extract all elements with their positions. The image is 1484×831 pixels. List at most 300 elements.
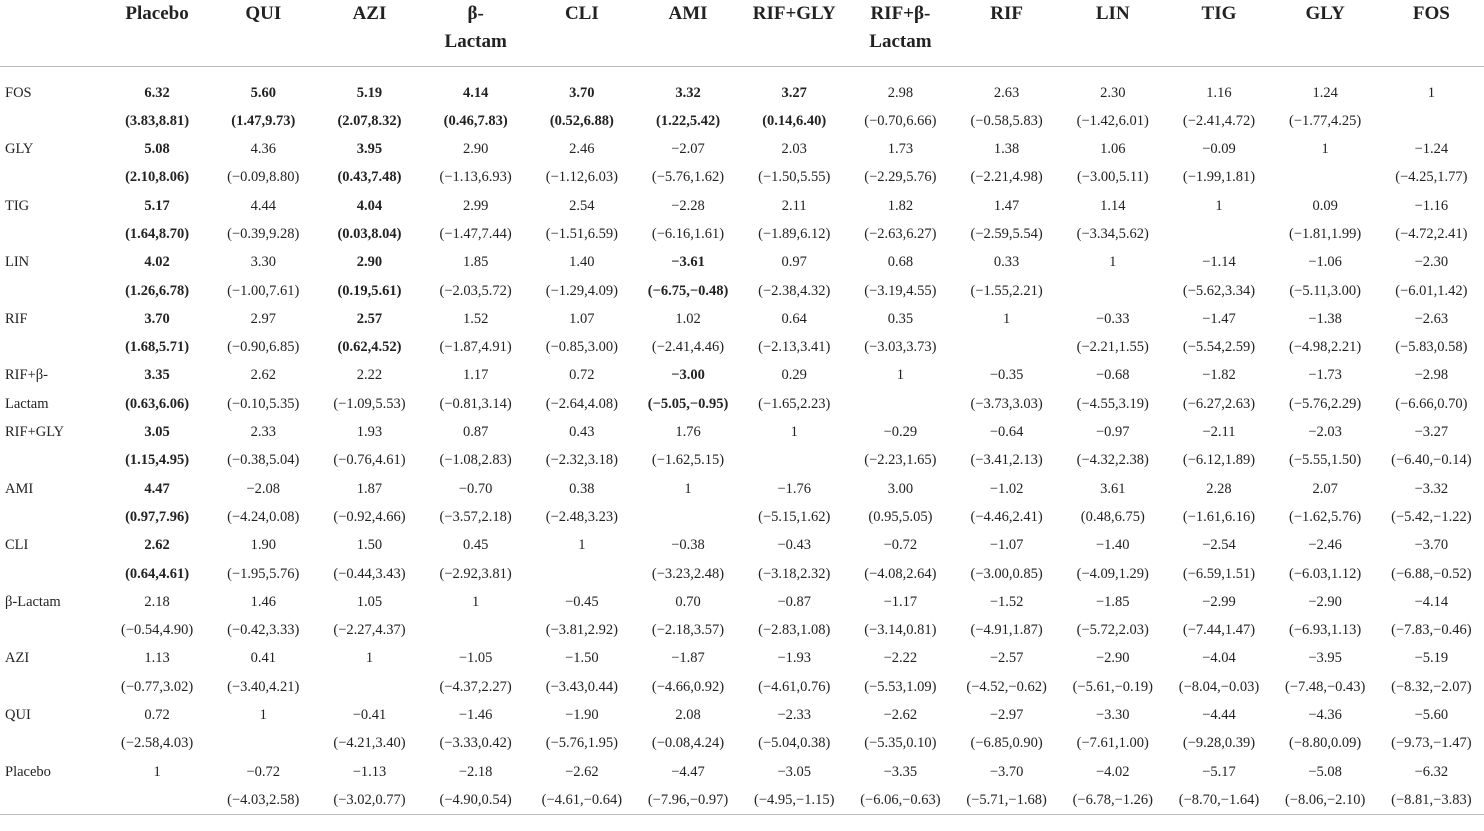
estimate-cell: −4.14 <box>1414 593 1449 610</box>
table-row-ci <box>0 616 1484 644</box>
estimate-cell: 0.97 <box>781 254 807 271</box>
ci-cell: (−7.96,−0.97) <box>635 786 741 815</box>
ci-cell: (−2.38,4.32) <box>758 282 831 299</box>
ci-cell: (0.97,7.96) <box>125 508 190 525</box>
table-row-ci <box>0 560 1484 588</box>
table-row-estimate <box>0 644 1484 672</box>
ci-cell: (−0.90,6.85) <box>227 339 300 356</box>
estimate-cell: −2.57 <box>989 650 1024 667</box>
table-row-estimate <box>0 361 1484 389</box>
table-body <box>0 66 1484 815</box>
column-header-line: AZI <box>352 3 387 24</box>
ci-cell: (−0.85,3.00) <box>545 339 618 356</box>
estimate-cell: −1.50 <box>565 650 599 667</box>
estimate-cell: 1.13 <box>144 650 170 667</box>
ci-cell: (−1.47,7.44) <box>439 225 512 242</box>
estimate-cell: −2.18 <box>458 763 493 780</box>
estimate-cell: 0.09 <box>1312 197 1338 214</box>
estimate-cell: 1 <box>790 424 798 441</box>
estimate-cell: −3.70 <box>1414 537 1449 554</box>
estimate-cell: 2.99 <box>462 197 489 214</box>
estimate-cell: 1.07 <box>569 310 595 327</box>
ci-cell: (0.95,5.05) <box>868 508 933 525</box>
ci-cell: (−4.61,−0.64) <box>529 786 635 815</box>
ci-cell: (−5.72,2.03) <box>1076 622 1149 639</box>
row-label: AZI <box>5 650 30 667</box>
ci-cell: (−3.34,5.62) <box>1076 225 1149 242</box>
table-row-estimate <box>0 758 1484 786</box>
estimate-cell: 2.90 <box>356 254 383 271</box>
estimate-cell: −2.03 <box>1308 424 1342 441</box>
estimate-cell: 1.02 <box>675 310 701 327</box>
estimate-cell: −2.97 <box>989 707 1024 724</box>
ci-cell: (−3.33,0.42) <box>439 735 512 752</box>
ci-cell: (−4.24,0.08) <box>227 508 300 525</box>
row-label-continued <box>0 333 104 361</box>
estimate-cell: −2.99 <box>1202 593 1236 610</box>
ci-cell: (1.26,6.78) <box>125 282 190 299</box>
ci-cell: (−5.42,−1.22) <box>1391 508 1472 525</box>
row-label-continued <box>0 107 104 135</box>
ci-cell: (−1.51,6.59) <box>545 225 618 242</box>
ci-cell: (−2.92,3.81) <box>439 565 512 582</box>
estimate-cell: −0.68 <box>1096 367 1130 384</box>
ci-cell: (−1.61,6.16) <box>1182 508 1256 525</box>
ci-cell: (−5.55,1.50) <box>1289 452 1362 469</box>
estimate-cell: 0.68 <box>887 254 914 271</box>
ci-cell: (−3.18,2.32) <box>758 565 831 582</box>
ci-cell: (−4.55,3.19) <box>1076 395 1149 412</box>
ci-cell: (−2.63,6.27) <box>864 225 937 242</box>
ci-cell <box>423 616 529 644</box>
ci-cell <box>1378 107 1484 135</box>
ci-cell: (−7.83,−0.46) <box>1391 622 1472 639</box>
table-row-estimate <box>0 701 1484 729</box>
ci-cell: (−4.08,2.64) <box>864 565 937 582</box>
estimate-cell: 1 <box>1427 84 1435 101</box>
estimate-cell: −0.64 <box>989 424 1024 441</box>
estimate-cell: −3.35 <box>883 763 918 780</box>
ci-cell: (−8.80,0.09) <box>1289 735 1362 752</box>
ci-cell: (−1.12,6.03) <box>545 169 618 186</box>
estimate-cell: −0.41 <box>352 707 387 724</box>
estimate-cell: −3.27 <box>1414 424 1449 441</box>
estimate-cell: 2.62 <box>144 537 170 554</box>
estimate-cell: 0.72 <box>144 707 170 724</box>
spacer-row <box>0 66 1484 79</box>
ci-cell: (−4.72,2.41) <box>1395 225 1468 242</box>
ci-cell: (−4.09,1.29) <box>1076 565 1149 582</box>
ci-cell: (−9.73,−1.47) <box>1391 735 1472 752</box>
ci-cell: (−1.99,1.81) <box>1182 169 1256 186</box>
estimate-cell: 0.29 <box>781 367 807 384</box>
estimate-cell: 1.14 <box>1100 197 1126 214</box>
ci-cell <box>847 390 953 418</box>
ci-cell: (−7.44,1.47) <box>1182 622 1256 639</box>
estimate-cell: 2.90 <box>462 141 489 158</box>
ci-cell: (−2.32,3.18) <box>545 452 618 469</box>
ci-cell: (−5.76,1.95) <box>545 735 618 752</box>
table-row-ci <box>0 107 1484 135</box>
estimate-cell: 0.35 <box>887 310 914 327</box>
table-row-ci <box>0 390 1484 418</box>
ci-cell: (0.14,6.40) <box>762 112 827 129</box>
column-header-line: FOS <box>1412 3 1450 24</box>
ci-cell: (−7.61,1.00) <box>1076 735 1149 752</box>
row-label-continued <box>0 277 104 305</box>
estimate-cell: 1 <box>578 537 586 554</box>
row-label: CLI <box>5 537 29 554</box>
ci-cell: (−6.75,−0.48) <box>647 282 729 299</box>
ci-cell: (−3.03,3.73) <box>864 339 937 356</box>
ci-cell: (−5.61,−0.19) <box>1072 678 1153 695</box>
estimate-cell: −0.43 <box>777 537 811 554</box>
ci-cell: (−1.00,7.61) <box>227 282 300 299</box>
ci-cell: (−0.81,3.14) <box>439 395 512 412</box>
estimate-cell: 4.44 <box>250 197 276 214</box>
ci-cell: (1.22,5.42) <box>656 112 721 129</box>
estimate-cell: 1 <box>1002 310 1011 327</box>
ci-cell: (−9.28,0.39) <box>1182 735 1256 752</box>
row-label-continued <box>0 673 104 701</box>
estimate-cell: −1.52 <box>989 593 1024 610</box>
column-header <box>1272 0 1378 66</box>
estimate-cell: 0.64 <box>781 310 807 327</box>
header-row <box>0 0 1484 66</box>
estimate-cell: 5.19 <box>356 84 383 101</box>
ci-cell: (−3.19,4.55) <box>864 282 937 299</box>
estimate-cell: −1.05 <box>458 650 493 667</box>
ci-cell: (0.03,8.04) <box>337 225 402 242</box>
estimate-cell: 3.35 <box>144 367 170 384</box>
ci-cell: (−4.61,0.76) <box>758 678 831 695</box>
row-label-continued <box>0 503 104 531</box>
estimate-cell: −4.47 <box>671 763 705 780</box>
estimate-cell: 0.38 <box>569 480 595 497</box>
estimate-cell: −5.19 <box>1414 650 1449 667</box>
table-row-ci <box>0 673 1484 701</box>
ci-cell: (−2.21,4.98) <box>970 169 1043 186</box>
ci-cell: (−1.65,2.23) <box>758 395 831 412</box>
estimate-cell: −4.36 <box>1308 707 1342 724</box>
estimate-cell: 6.32 <box>144 84 170 101</box>
row-label-continued: Lactam <box>5 395 49 412</box>
estimate-cell: 1 <box>472 593 480 610</box>
ci-cell: (−6.12,1.89) <box>1182 452 1256 469</box>
estimate-cell: 2.11 <box>781 197 807 214</box>
estimate-cell: −2.98 <box>1414 367 1449 384</box>
ci-cell: (−4.21,3.40) <box>333 735 406 752</box>
estimate-cell: −4.02 <box>1096 763 1130 780</box>
estimate-cell: 3.00 <box>887 480 914 497</box>
ci-cell: (−6.85,0.90) <box>970 735 1043 752</box>
ci-cell: (−2.83,1.08) <box>758 622 831 639</box>
estimate-cell: 4.14 <box>462 84 489 101</box>
row-label: RIF+β- <box>5 367 48 384</box>
estimate-cell: −0.72 <box>246 763 281 780</box>
ci-cell: (−5.35,0.10) <box>864 735 937 752</box>
column-header-line: RIF+β- <box>870 3 931 24</box>
column-header-line: CLI <box>564 3 599 24</box>
ci-cell: (−0.09,8.80) <box>227 169 300 186</box>
estimate-cell: 3.61 <box>1100 480 1126 497</box>
estimate-cell: −1.87 <box>671 650 705 667</box>
table-row-estimate <box>0 418 1484 446</box>
ci-cell: (−4.46,2.41) <box>970 508 1043 525</box>
ci-cell: (−4.03,2.58) <box>210 786 316 815</box>
ci-cell: (−2.58,4.03) <box>120 735 194 752</box>
ci-cell: (−0.38,5.04) <box>227 452 300 469</box>
row-label: LIN <box>5 254 30 271</box>
estimate-cell: 2.03 <box>781 141 807 158</box>
estimate-cell: −2.46 <box>1308 537 1342 554</box>
ci-cell: (−0.42,3.33) <box>227 622 300 639</box>
estimate-cell: 1.73 <box>887 141 914 158</box>
estimate-cell: 1.24 <box>1312 84 1338 101</box>
estimate-cell: 2.22 <box>356 367 383 384</box>
row-label: RIF <box>5 310 28 327</box>
estimate-cell: −3.05 <box>777 763 811 780</box>
row-label-continued <box>0 729 104 757</box>
estimate-cell: −5.60 <box>1414 707 1449 724</box>
estimate-cell: −2.62 <box>883 707 918 724</box>
ci-cell: (−1.81,1.99) <box>1289 225 1362 242</box>
estimate-cell: −1.90 <box>565 707 599 724</box>
ci-cell: (−6.16,1.61) <box>651 225 725 242</box>
ci-cell: (1.15,4.95) <box>125 452 190 469</box>
ci-cell <box>741 446 847 474</box>
estimate-cell: 2.63 <box>993 84 1020 101</box>
table-row-estimate <box>0 475 1484 503</box>
estimate-cell: 1 <box>153 763 161 780</box>
estimate-cell: −1.82 <box>1202 367 1236 384</box>
column-header <box>210 0 316 66</box>
estimate-cell: −0.09 <box>1202 141 1236 158</box>
estimate-cell: −2.22 <box>883 650 918 667</box>
estimate-cell: 1.40 <box>569 254 595 271</box>
column-header <box>1378 0 1484 66</box>
estimate-cell: −0.35 <box>989 367 1024 384</box>
estimate-cell: −1.38 <box>1308 310 1342 327</box>
estimate-cell: 1.76 <box>675 424 701 441</box>
column-header <box>954 0 1060 66</box>
ci-cell: (−5.04,0.38) <box>758 735 831 752</box>
column-header-line: GLY <box>1305 3 1345 24</box>
estimate-cell: 4.47 <box>144 480 170 497</box>
estimate-cell: −2.11 <box>1202 424 1236 441</box>
ci-cell: (−1.08,2.83) <box>439 452 512 469</box>
ci-cell: (−7.48,−0.43) <box>1284 678 1366 695</box>
estimate-cell: 2.46 <box>569 141 595 158</box>
ci-cell: (−3.41,2.13) <box>970 452 1043 469</box>
estimate-cell: −0.97 <box>1096 424 1130 441</box>
ci-cell: (−6.03,1.12) <box>1289 565 1362 582</box>
ci-cell: (−8.04,−0.03) <box>1178 678 1260 695</box>
ci-cell: (−0.54,4.90) <box>120 622 194 639</box>
estimate-cell: −1.02 <box>989 480 1024 497</box>
estimate-cell: −6.32 <box>1414 763 1449 780</box>
estimate-cell: 0.41 <box>250 650 276 667</box>
row-label: Placebo <box>5 763 51 780</box>
estimate-cell: 1.90 <box>250 537 276 554</box>
row-label: QUI <box>5 707 31 724</box>
ci-cell <box>1060 277 1166 305</box>
estimate-cell: −0.87 <box>777 593 811 610</box>
ci-cell: (−5.76,2.29) <box>1289 395 1362 412</box>
estimate-cell: 0.70 <box>675 593 701 610</box>
estimate-cell: −2.90 <box>1308 593 1342 610</box>
estimate-cell: 2.62 <box>250 367 276 384</box>
estimate-cell: 3.95 <box>356 141 383 158</box>
estimate-cell: 1.46 <box>250 593 276 610</box>
estimate-cell: 1.06 <box>1100 141 1126 158</box>
estimate-cell: 3.70 <box>144 310 170 327</box>
ci-cell: (−6.01,1.42) <box>1395 282 1468 299</box>
ci-cell: (−5.05,−0.95) <box>647 395 729 412</box>
column-header <box>104 0 210 66</box>
estimate-cell: −1.47 <box>1202 310 1236 327</box>
ci-cell <box>104 786 210 815</box>
estimate-cell: 2.07 <box>1312 480 1338 497</box>
estimate-cell: −5.17 <box>1202 763 1236 780</box>
column-header-line: LIN <box>1095 3 1130 24</box>
ci-cell: (−6.93,1.13) <box>1289 622 1362 639</box>
estimate-cell: −1.73 <box>1308 367 1342 384</box>
estimate-cell: 1 <box>365 650 374 667</box>
estimate-cell: 3.05 <box>144 424 170 441</box>
column-header-line: RIF <box>990 3 1023 24</box>
ci-cell: (2.10,8.06) <box>125 169 190 186</box>
estimate-cell: 0.33 <box>993 254 1020 271</box>
ci-cell: (−3.40,4.21) <box>227 678 300 695</box>
estimate-cell: 1 <box>896 367 905 384</box>
estimate-cell: −0.45 <box>565 593 599 610</box>
ci-cell <box>1166 220 1272 248</box>
estimate-cell: −1.17 <box>883 593 918 610</box>
ci-cell <box>1272 163 1378 191</box>
table-row-estimate <box>0 192 1484 220</box>
table-row-ci <box>0 333 1484 361</box>
table-row-ci <box>0 277 1484 305</box>
table-row-estimate <box>0 135 1484 163</box>
table-row-ci <box>0 786 1484 815</box>
ci-cell: (−8.06,−2.10) <box>1272 786 1378 815</box>
estimate-cell: 1 <box>684 480 692 497</box>
column-header <box>316 0 422 66</box>
ci-cell: (−1.62,5.15) <box>651 452 725 469</box>
estimate-cell: 2.28 <box>1206 480 1232 497</box>
estimate-cell: −3.61 <box>671 254 705 271</box>
ci-cell: (−1.42,6.01) <box>1076 112 1149 129</box>
estimate-cell: 1 <box>259 707 267 724</box>
ci-cell: (−5.11,3.00) <box>1289 282 1361 299</box>
estimate-cell: 1.87 <box>356 480 383 497</box>
ci-cell: (−2.41,4.72) <box>1182 112 1256 129</box>
table-row-estimate <box>0 531 1484 559</box>
estimate-cell: 1.85 <box>462 254 489 271</box>
estimate-cell: −2.07 <box>671 141 705 158</box>
ci-cell: (−6.66,0.70) <box>1395 395 1468 412</box>
estimate-cell: −0.70 <box>458 480 493 497</box>
row-label-continued <box>0 560 104 588</box>
row-label: AMI <box>5 480 34 497</box>
row-label-continued <box>0 616 104 644</box>
table-row-ci <box>0 446 1484 474</box>
ci-cell: (−2.48,3.23) <box>545 508 618 525</box>
ci-cell: (−6.59,1.51) <box>1182 565 1256 582</box>
ci-cell: (−5.15,1.62) <box>758 508 831 525</box>
estimate-cell: 3.27 <box>781 84 807 101</box>
column-header-line: AMI <box>668 3 708 24</box>
estimate-cell: 4.02 <box>144 254 170 271</box>
estimate-cell: 5.60 <box>250 84 276 101</box>
estimate-cell: −2.54 <box>1202 537 1236 554</box>
ci-cell <box>316 673 422 701</box>
ci-cell: (3.83,8.81) <box>125 112 190 129</box>
column-header <box>847 0 953 66</box>
ci-cell: (−0.70,6.66) <box>864 112 937 129</box>
column-header <box>1166 0 1272 66</box>
estimate-cell: −3.00 <box>671 367 705 384</box>
ci-cell: (0.43,7.48) <box>337 169 402 186</box>
estimate-cell: −2.30 <box>1414 254 1449 271</box>
ci-cell: (−6.78,−1.26) <box>1060 786 1166 815</box>
ci-cell: (−1.87,4.91) <box>439 339 512 356</box>
ci-cell: (−3.14,0.81) <box>864 622 937 639</box>
ci-cell: (−4.90,0.54) <box>423 786 529 815</box>
estimate-cell: −1.06 <box>1308 254 1342 271</box>
ci-cell: (−4.25,1.77) <box>1395 169 1468 186</box>
ci-cell: (−2.23,1.65) <box>864 452 937 469</box>
column-header <box>635 0 741 66</box>
ci-cell: (−5.62,3.34) <box>1182 282 1256 299</box>
column-header-line: β- <box>467 3 484 24</box>
ci-cell: (−5.76,1.62) <box>651 169 725 186</box>
estimate-cell: 2.30 <box>1100 84 1126 101</box>
ci-cell: (−4.37,2.27) <box>439 678 512 695</box>
estimate-cell: −5.08 <box>1308 763 1342 780</box>
ci-cell: (−5.71,−1.68) <box>954 786 1060 815</box>
estimate-cell: 1.50 <box>356 537 383 554</box>
column-header <box>529 0 635 66</box>
column-header-line: TIG <box>1201 3 1237 24</box>
ci-cell: (−2.18,3.57) <box>651 622 725 639</box>
estimate-cell: −4.04 <box>1202 650 1236 667</box>
ci-cell: (−3.02,0.77) <box>316 786 422 815</box>
estimate-cell: 3.30 <box>250 254 276 271</box>
ci-cell: (−1.55,2.21) <box>970 282 1043 299</box>
estimate-cell: 1.16 <box>1206 84 1232 101</box>
ci-cell: (1.47,9.73) <box>231 112 296 129</box>
estimate-cell: −3.95 <box>1308 650 1342 667</box>
ci-cell: (−4.52,−0.62) <box>966 678 1047 695</box>
estimate-cell: −1.07 <box>989 537 1024 554</box>
estimate-cell: 4.36 <box>250 141 276 158</box>
estimate-cell: 1.82 <box>887 197 914 214</box>
estimate-cell: 1.93 <box>356 424 383 441</box>
ci-cell: (0.63,6.06) <box>125 395 190 412</box>
estimate-cell: −1.14 <box>1202 254 1236 271</box>
ci-cell: (−1.77,4.25) <box>1289 112 1362 129</box>
ci-cell: (−3.73,3.03) <box>970 395 1043 412</box>
corner-header <box>0 0 104 66</box>
estimate-cell: −1.13 <box>352 763 387 780</box>
column-header-line: Lactam <box>444 31 507 52</box>
ci-cell: (−4.95,−1.15) <box>741 786 847 815</box>
estimate-cell: 1.17 <box>462 367 489 384</box>
column-header <box>423 0 529 66</box>
estimate-cell: 1.47 <box>993 197 1020 214</box>
